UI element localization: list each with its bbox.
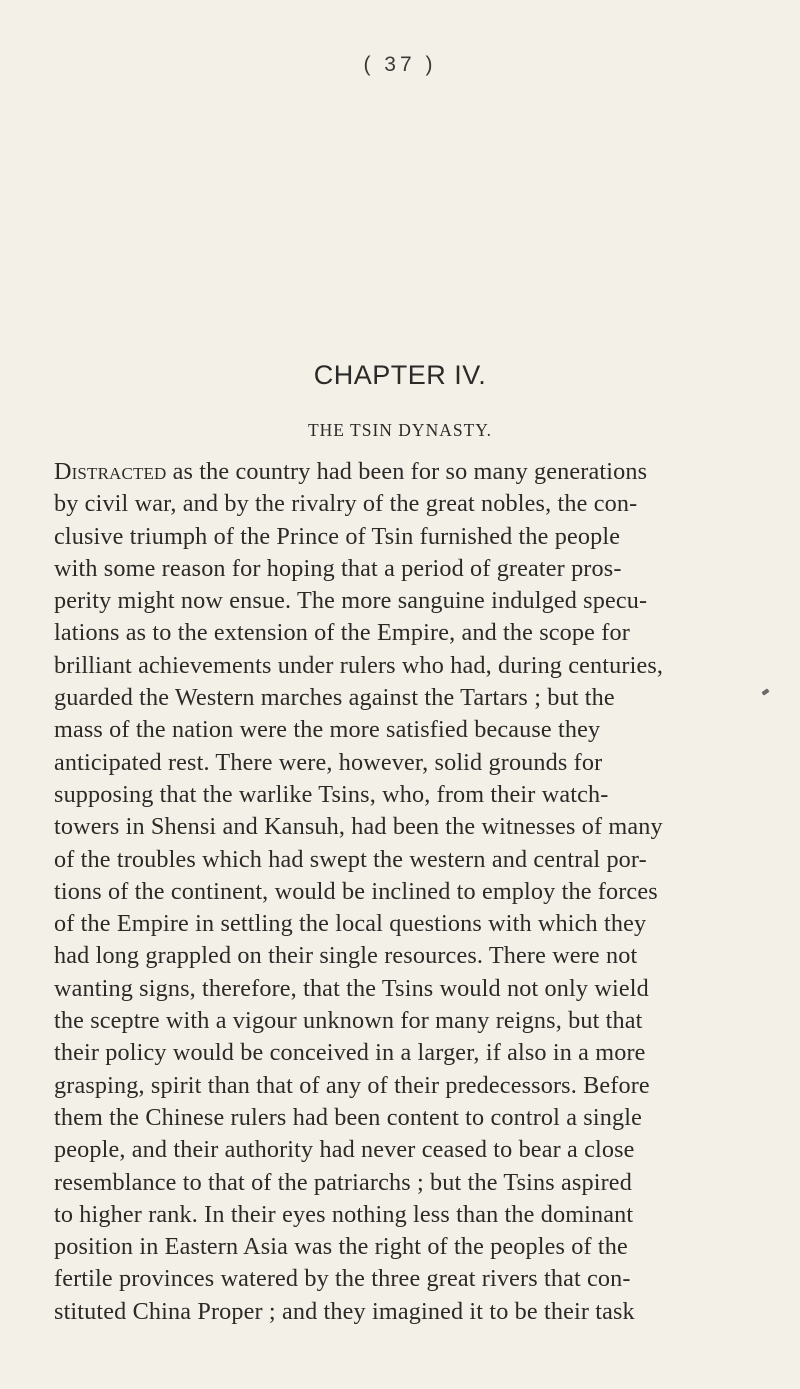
text-line: stituted China Proper ; and they imagined it to be their task	[54, 1297, 635, 1325]
text-line: anticipated rest. There were, however, solid grounds for	[54, 748, 603, 776]
text-line: by civil war, and by the rivalry of the great nobles, the con-	[54, 490, 638, 518]
text-line: them the Chinese rulers had been content to control a single	[54, 1103, 642, 1131]
text-line: towers in Shensi and Kansuh, had been the witnesses of many	[54, 813, 663, 841]
text-line: of the Empire in settling the local questions with which they	[54, 910, 647, 938]
text-line: with some reason for hoping that a period of greater pros-	[54, 554, 622, 582]
text-line: Distracted as the country had been for so many generations	[54, 458, 648, 485]
text-line: supposing that the warlike Tsins, who, from their watch-	[54, 780, 609, 808]
text-line: brilliant achievements under rulers who had, during centuries,	[54, 651, 664, 679]
text-line: position in Eastern Asia was the right of the peoples of the	[54, 1233, 628, 1261]
text-line: fertile provinces watered by the three great rivers that con-	[54, 1265, 631, 1293]
text-line: lations as to the extension of the Empire, and the scope for	[54, 619, 630, 647]
text-line: had long grappled on their single resources. There were not	[54, 942, 638, 970]
text-line: perity might now ensue. The more sanguine indulged specu-	[54, 587, 648, 615]
text-line: to higher rank. In their eyes nothing less than the dominant	[54, 1200, 634, 1228]
text-line: wanting signs, therefore, that the Tsins would not only wield	[54, 974, 649, 1002]
text-line: their policy would be conceived in a larger, if also in a more	[54, 1039, 646, 1067]
chapter-subtitle: THE TSIN DYNASTY.	[307, 420, 493, 440]
text-line: resemblance to that of the patriarchs ; but the Tsins aspired	[54, 1168, 632, 1196]
text-line: guarded the Western marches against the Tartars ; but the	[54, 684, 615, 712]
text-line: of the troubles which had swept the western and central por-	[54, 845, 647, 873]
text-line: mass of the nation were the more satisfied because they	[54, 716, 601, 744]
text-line: people, and their authority had never ceased to bear a close	[54, 1136, 635, 1164]
chapter-title: CHAPTER IV.	[313, 360, 487, 390]
body-text	[54, 456, 794, 1328]
text-line: clusive triumph of the Prince of Tsin furnished the people	[54, 522, 621, 550]
text-line: grasping, spirit than that of any of their predecessors. Before	[54, 1071, 650, 1099]
text-line: the sceptre with a vigour unknown for many reigns, but that	[54, 1007, 643, 1035]
opening-word: Distracted	[54, 458, 167, 485]
text-line: tions of the continent, would be inclined to employ the forces	[54, 877, 658, 905]
page-number: ( 37 )	[363, 53, 437, 76]
